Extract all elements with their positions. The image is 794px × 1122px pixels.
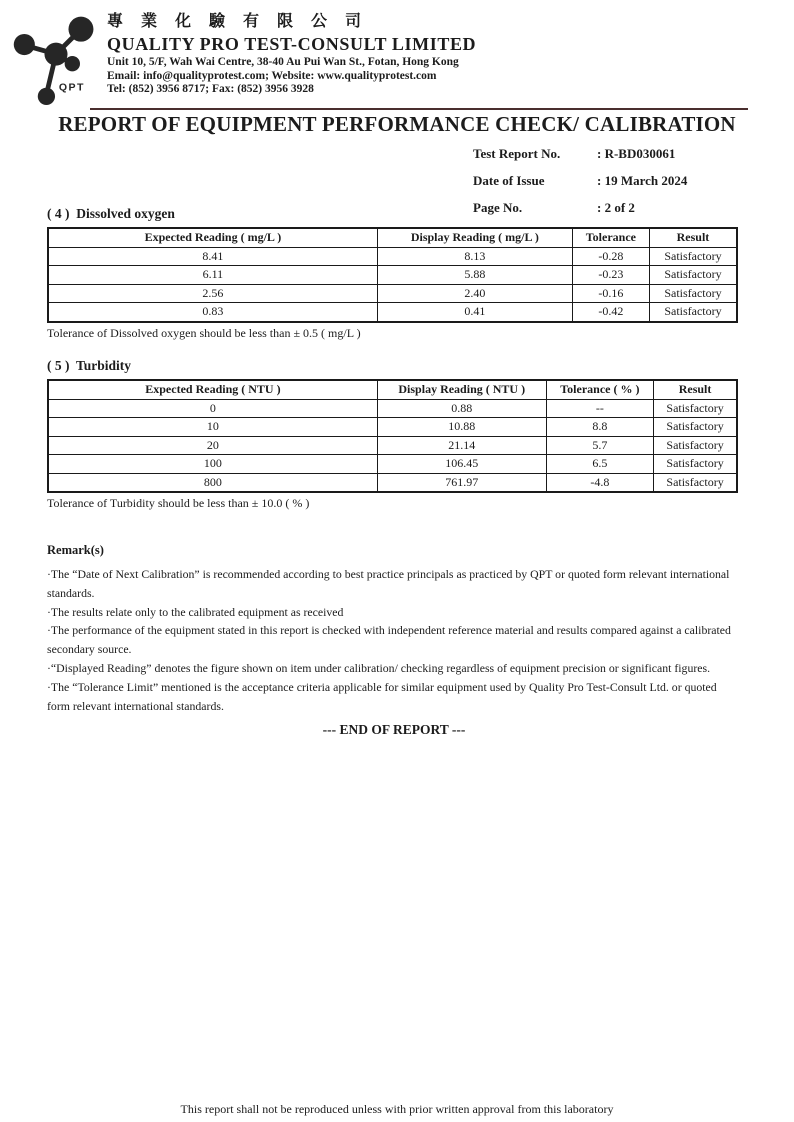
company-address: Unit 10, 5/F, Wah Wai Centre, 38-40 Au Pui Wan St., Fotan, Hong Kong — [107, 56, 459, 68]
section-turbidity — [47, 358, 738, 511]
test-report-no-value: : R-BD030061 — [597, 145, 676, 161]
table-cell: -4.8 — [546, 473, 653, 492]
report-title: REPORT OF EQUIPMENT PERFORMANCE CHECK/ CALIBRATION — [58, 112, 736, 136]
table-cell: 0.41 — [377, 303, 572, 322]
table-cell: 0.83 — [48, 303, 377, 322]
table-cell: Satisfactory — [654, 399, 737, 418]
dissolved-oxygen-table — [47, 227, 738, 323]
table-row — [48, 399, 737, 418]
column-header: Display Reading ( NTU ) — [377, 380, 546, 399]
table-row — [48, 266, 737, 285]
table-cell: Satisfactory — [649, 284, 737, 303]
table-cell: Satisfactory — [654, 436, 737, 455]
remark-item: ·The “Tolerance Limit” mentioned is the acceptance criteria applicable for similar equipment used by Quality Pro Test-Consult Ltd. or quoted form relevant international standards. — [47, 679, 717, 713]
table-cell: 21.14 — [377, 436, 546, 455]
table-cell: Satisfactory — [654, 473, 737, 492]
column-header: Result — [654, 380, 737, 399]
company-name-english: QUALITY PRO TEST-CONSULT LIMITED — [107, 34, 477, 54]
column-header: Tolerance ( % ) — [546, 380, 653, 399]
table-cell: 5.88 — [377, 266, 572, 285]
table-cell: 10.88 — [377, 418, 546, 437]
tolerance-note: Tolerance of Dissolved oxygen should be less than ± 0.5 ( mg/L ) — [47, 325, 361, 340]
remarks-heading: Remark(s) — [47, 543, 104, 557]
company-logo-icon — [8, 8, 104, 106]
turbidity-table — [47, 379, 738, 493]
section-heading: ( 5 ) Turbidity — [47, 358, 132, 373]
date-of-issue-label: Date of Issue — [473, 172, 545, 188]
table-cell: 8.13 — [377, 247, 572, 266]
table-cell: 2.56 — [48, 284, 377, 303]
table-cell: 106.45 — [377, 455, 546, 474]
table-row — [48, 247, 737, 266]
table-cell: -0.42 — [572, 303, 649, 322]
table-cell: -0.23 — [572, 266, 649, 285]
test-report-no-label: Test Report No. — [473, 145, 561, 161]
table-cell: 800 — [48, 473, 377, 492]
report-info-row — [473, 167, 687, 194]
remark-item: ·The results relate only to the calibrated equipment as received — [47, 604, 344, 619]
table-row — [48, 473, 737, 492]
table-cell: 761.97 — [377, 473, 546, 492]
section-heading: ( 4 ) Dissolved oxygen — [47, 206, 175, 221]
table-cell: -0.16 — [572, 284, 649, 303]
page-no-label: Page No. — [473, 199, 523, 215]
table-cell: Satisfactory — [649, 303, 737, 322]
table-cell: 8.8 — [546, 418, 653, 437]
column-header: Result — [649, 228, 737, 247]
remark-item: ·“Displayed Reading” denotes the figure shown on item under calibration/ checking regardless of equipment precision or significant figures. — [47, 660, 711, 675]
column-header: Expected Reading ( mg/L ) — [48, 228, 377, 247]
date-of-issue-value: : 19 March 2024 — [597, 172, 688, 188]
footer-disclaimer: This report shall not be reproduced unless with prior written approval from this laboratory — [180, 1102, 614, 1116]
remarks-list — [47, 565, 740, 715]
column-header: Tolerance — [572, 228, 649, 247]
remarks-section — [47, 543, 740, 715]
company-tel-fax: Tel: (852) 3956 8717; Fax: (852) 3956 3928 — [107, 83, 314, 95]
table-cell: 0 — [48, 399, 377, 418]
end-of-report: --- END OF REPORT --- — [322, 722, 466, 737]
table-cell: 6.5 — [546, 455, 653, 474]
column-header: Expected Reading ( NTU ) — [48, 380, 377, 399]
company-name-chinese: 專 業 化 驗 有 限 公 司 — [107, 13, 369, 30]
table-cell: 20 — [48, 436, 377, 455]
table-cell: 6.11 — [48, 266, 377, 285]
remark-item: ·The performance of the equipment stated in this report is checked with independent reference material and results compared against a calibrated secondary source. — [47, 623, 731, 657]
table-header-row — [48, 228, 737, 247]
table-cell: 2.40 — [377, 284, 572, 303]
table-cell: -0.28 — [572, 247, 649, 266]
letterhead — [107, 12, 667, 97]
table-row — [48, 303, 737, 322]
table-cell: Satisfactory — [649, 266, 737, 285]
company-email-website: Email: info@qualityprotest.com; Website: www.qualityprotest.com — [107, 69, 437, 82]
table-cell: Satisfactory — [649, 247, 737, 266]
column-header: Display Reading ( mg/L ) — [377, 228, 572, 247]
svg-text:QPT: QPT — [58, 81, 85, 94]
table-cell: 100 — [48, 455, 377, 474]
table-cell: 8.41 — [48, 247, 377, 266]
table-cell: Satisfactory — [654, 455, 737, 474]
table-row — [48, 436, 737, 455]
page-no-value: : 2 of 2 — [597, 199, 635, 215]
table-row — [48, 284, 737, 303]
table-cell: 0.88 — [377, 399, 546, 418]
table-cell: Satisfactory — [654, 418, 737, 437]
table-row — [48, 455, 737, 474]
table-cell: 5.7 — [546, 436, 653, 455]
header-divider — [90, 108, 748, 110]
tolerance-note: Tolerance of Turbidity should be less than ± 10.0 ( % ) — [47, 496, 310, 510]
report-info-row — [473, 140, 687, 167]
table-row — [48, 418, 737, 437]
section-dissolved-oxygen — [47, 206, 738, 341]
table-cell: -- — [546, 399, 653, 418]
table-header-row — [48, 380, 737, 399]
remark-item: ·The “Date of Next Calibration” is recommended according to best practice principals as practiced by QPT or quoted form relevant international standards. — [47, 567, 730, 600]
table-cell: 10 — [48, 418, 377, 437]
